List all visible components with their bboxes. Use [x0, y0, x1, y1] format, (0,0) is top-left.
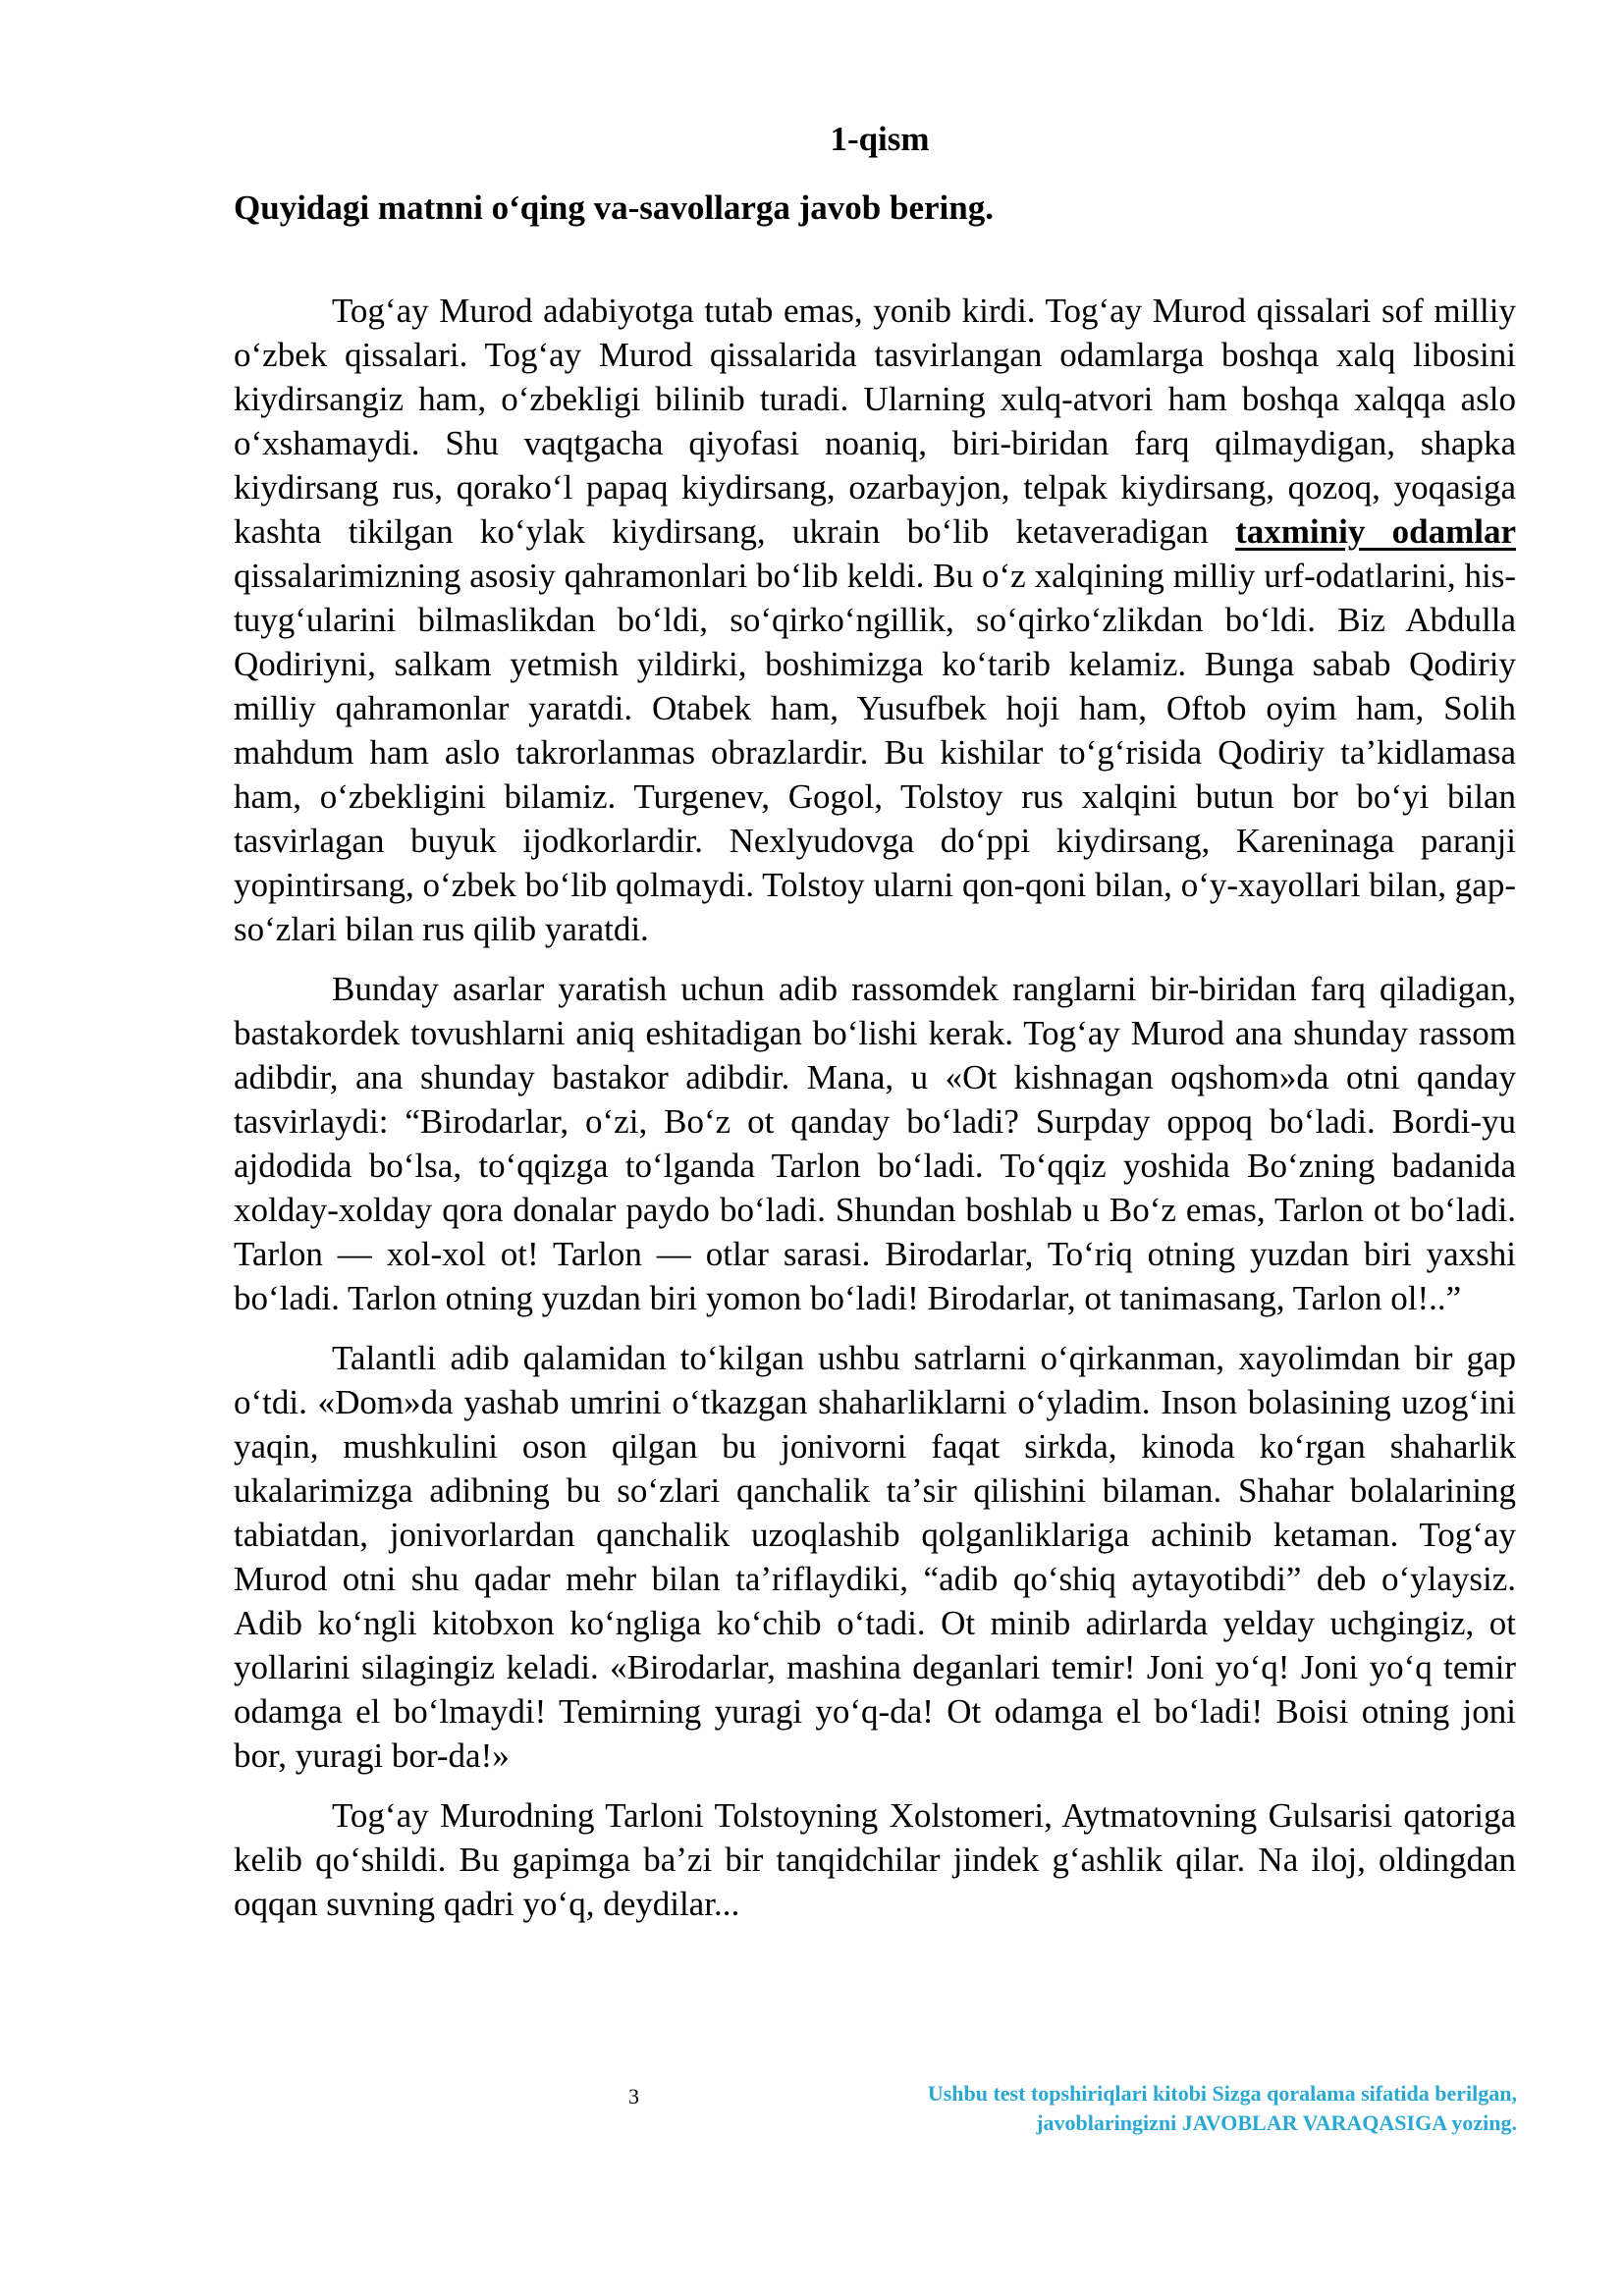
paragraph-1	[234, 289, 1516, 951]
paragraph-2: Bunday asarlar yaratish uchun adib rassomdek ranglarni bir-biridan farq qiladigan, bastakordek tovushlarni aniq eshitadigan boʻlishi kerak. Togʻay Murod ana shunday rassom adibdir, ana shunday bastakor adibdir. Mana, u «Ot kishnagan oqshom»da otni qanday tasvirlaydi: “Birodarlar, oʻzi, Boʻz ot qanday boʻladi? Surpday oppoq boʻladi. Bordi-yu ajdodida boʻlsa, toʻqqizga toʻlganda Tarlon boʻladi. Toʻqqiz yoshida Boʻzning badanida xolday-xolday qora donalar paydo boʻladi. Shundan boshlab u Boʻz emas, Tarlon ot boʻladi. Tarlon — xol-xol ot! Tarlon — otlar sarasi. Birodarlar, Toʻriq otning yuzdan biri yaxshi boʻladi. Tarlon otning yuzdan biri yomon boʻladi! Birodarlar, ot tanimasang, Tarlon ol!..”	[234, 970, 1516, 1317]
footer-note	[771, 2079, 1517, 2138]
paragraph-3: Talantli adib qalamidan toʻkilgan ushbu satrlarni oʻqirkanman, xayolimdan bir gap oʻtdi. «Dom»da yashab umrini oʻtkazgan shaharliklarni oʻyladim. Inson bolasining uzogʻini yaqin, mushkulini oson qilgan bu jonivorni faqat sirkda, kinoda koʻrgan shaharlik ukalarimizga adibning bu soʻzlari qanchalik taʼsir qilishini bilaman. Shahar bolalarining tabiatdan, jonivorlardan qanchalik uzoqlashib qolganliklariga achinib ketaman. Togʻay Murod otni shu qadar mehr bilan taʼriflaydiki, “adib qoʻshiq aytayotibdi” deb oʻylaysiz. Adib koʻngli kitobxon koʻngliga koʻchib oʻtadi. Ot minib adirlarda yelday uchgingiz, ot yollarini silagingiz keladi. «Birodarlar, mashina deganlari temir! Joni yoʻq! Joni yoʻq temir odamga el boʻlmaydi! Temirning yuragi yoʻq-da! Ot odamga el boʻladi! Boisi otning joni bor, yuragi bor-da!»	[234, 1339, 1516, 1775]
paragraph-4: Togʻay Murodning Tarloni Tolstoyning Xolstomeri, Aytmatovning Gulsarisi qatoriga kelib qoʻshildi. Bu gapimga baʼzi bir tanqidchilar jindek gʻashlik qilar. Na iloj, oldingdan oqqan suvning qadri yoʻq, deydilar...	[234, 1796, 1516, 1923]
reading-passage	[234, 289, 1516, 1942]
section-title: 1-qism	[830, 120, 930, 158]
footer-note-line-1: Ushbu test topshiriqlari kitobi Sizga qoralama sifatida berilgan,	[927, 2081, 1517, 2106]
paragraph-1-text-start: Togʻay Murod adabiyotga tutab emas, yonib kirdi. Togʻay Murod qissalari sof milliy oʻzbek qissalari. Togʻay Murod qissalarida tasvirlangan odamlarga boshqa xalq libosini kiydirsangiz ham, oʻzbekligi bilinib turadi. Ularning xulq-atvori ham boshqa xalqqa aslo oʻxshamaydi. Shu vaqtgacha qiyofasi noaniq, biri-biridan farq qilmaydigan, shapka kiydirsang rus, qorakoʻl papaq kiydirsang, ozarbayjon, telpak kiydirsang, qozoq, yoqasiga kashta tikilgan koʻylak kiydirsang, ukrain boʻlib ketaveradigan	[234, 292, 1516, 551]
paragraph-1-text-end: qissalarimizning asosiy qahramonlari boʻlib keldi. Bu oʻz xalqining milliy urf-odatlarini, his-tuygʻularini bilmaslikdan boʻldi, soʻqirkoʻngillik, soʻqirkoʻzlikdan boʻldi. Biz Abdulla Qodiriyni, salkam yetmish yildirki, boshimizga koʻtarib kelamiz. Bunga sabab Qodiriy milliy qahramonlar yaratdi. Otabek ham, Yusufbek hoji ham, Oftob oyim ham, Solih mahdum ham aslo takrorlanmas obrazlardir. Bu kishilar toʻgʻrisida Qodiriy taʼkidlamasa ham, oʻzbekligini bilamiz. Turgenev, Gogol, Tolstoy rus xalqini butun bor boʻyi bilan tasvirlagan buyuk ijodkorlardir. Nexlyudovga doʻppi kiydirsang, Kareninaga paranji yopintirsang, oʻzbek boʻlib qolmaydi. Tolstoy ularni qon-qoni bilan, oʻy-xayollari bilan, gap-soʻzlari bilan rus qilib yaratdi.	[234, 557, 1516, 948]
emphasized-phrase: taxminiy odamlar	[1235, 512, 1517, 551]
footer-note-line-2: javoblaringizni JAVOBLAR VARAQASIGA yozing.	[1036, 2110, 1517, 2135]
instruction-heading: Quyidagi matnni oʻqing va-savollarga javob bering.	[234, 188, 994, 227]
page-number: 3	[628, 2084, 639, 2109]
